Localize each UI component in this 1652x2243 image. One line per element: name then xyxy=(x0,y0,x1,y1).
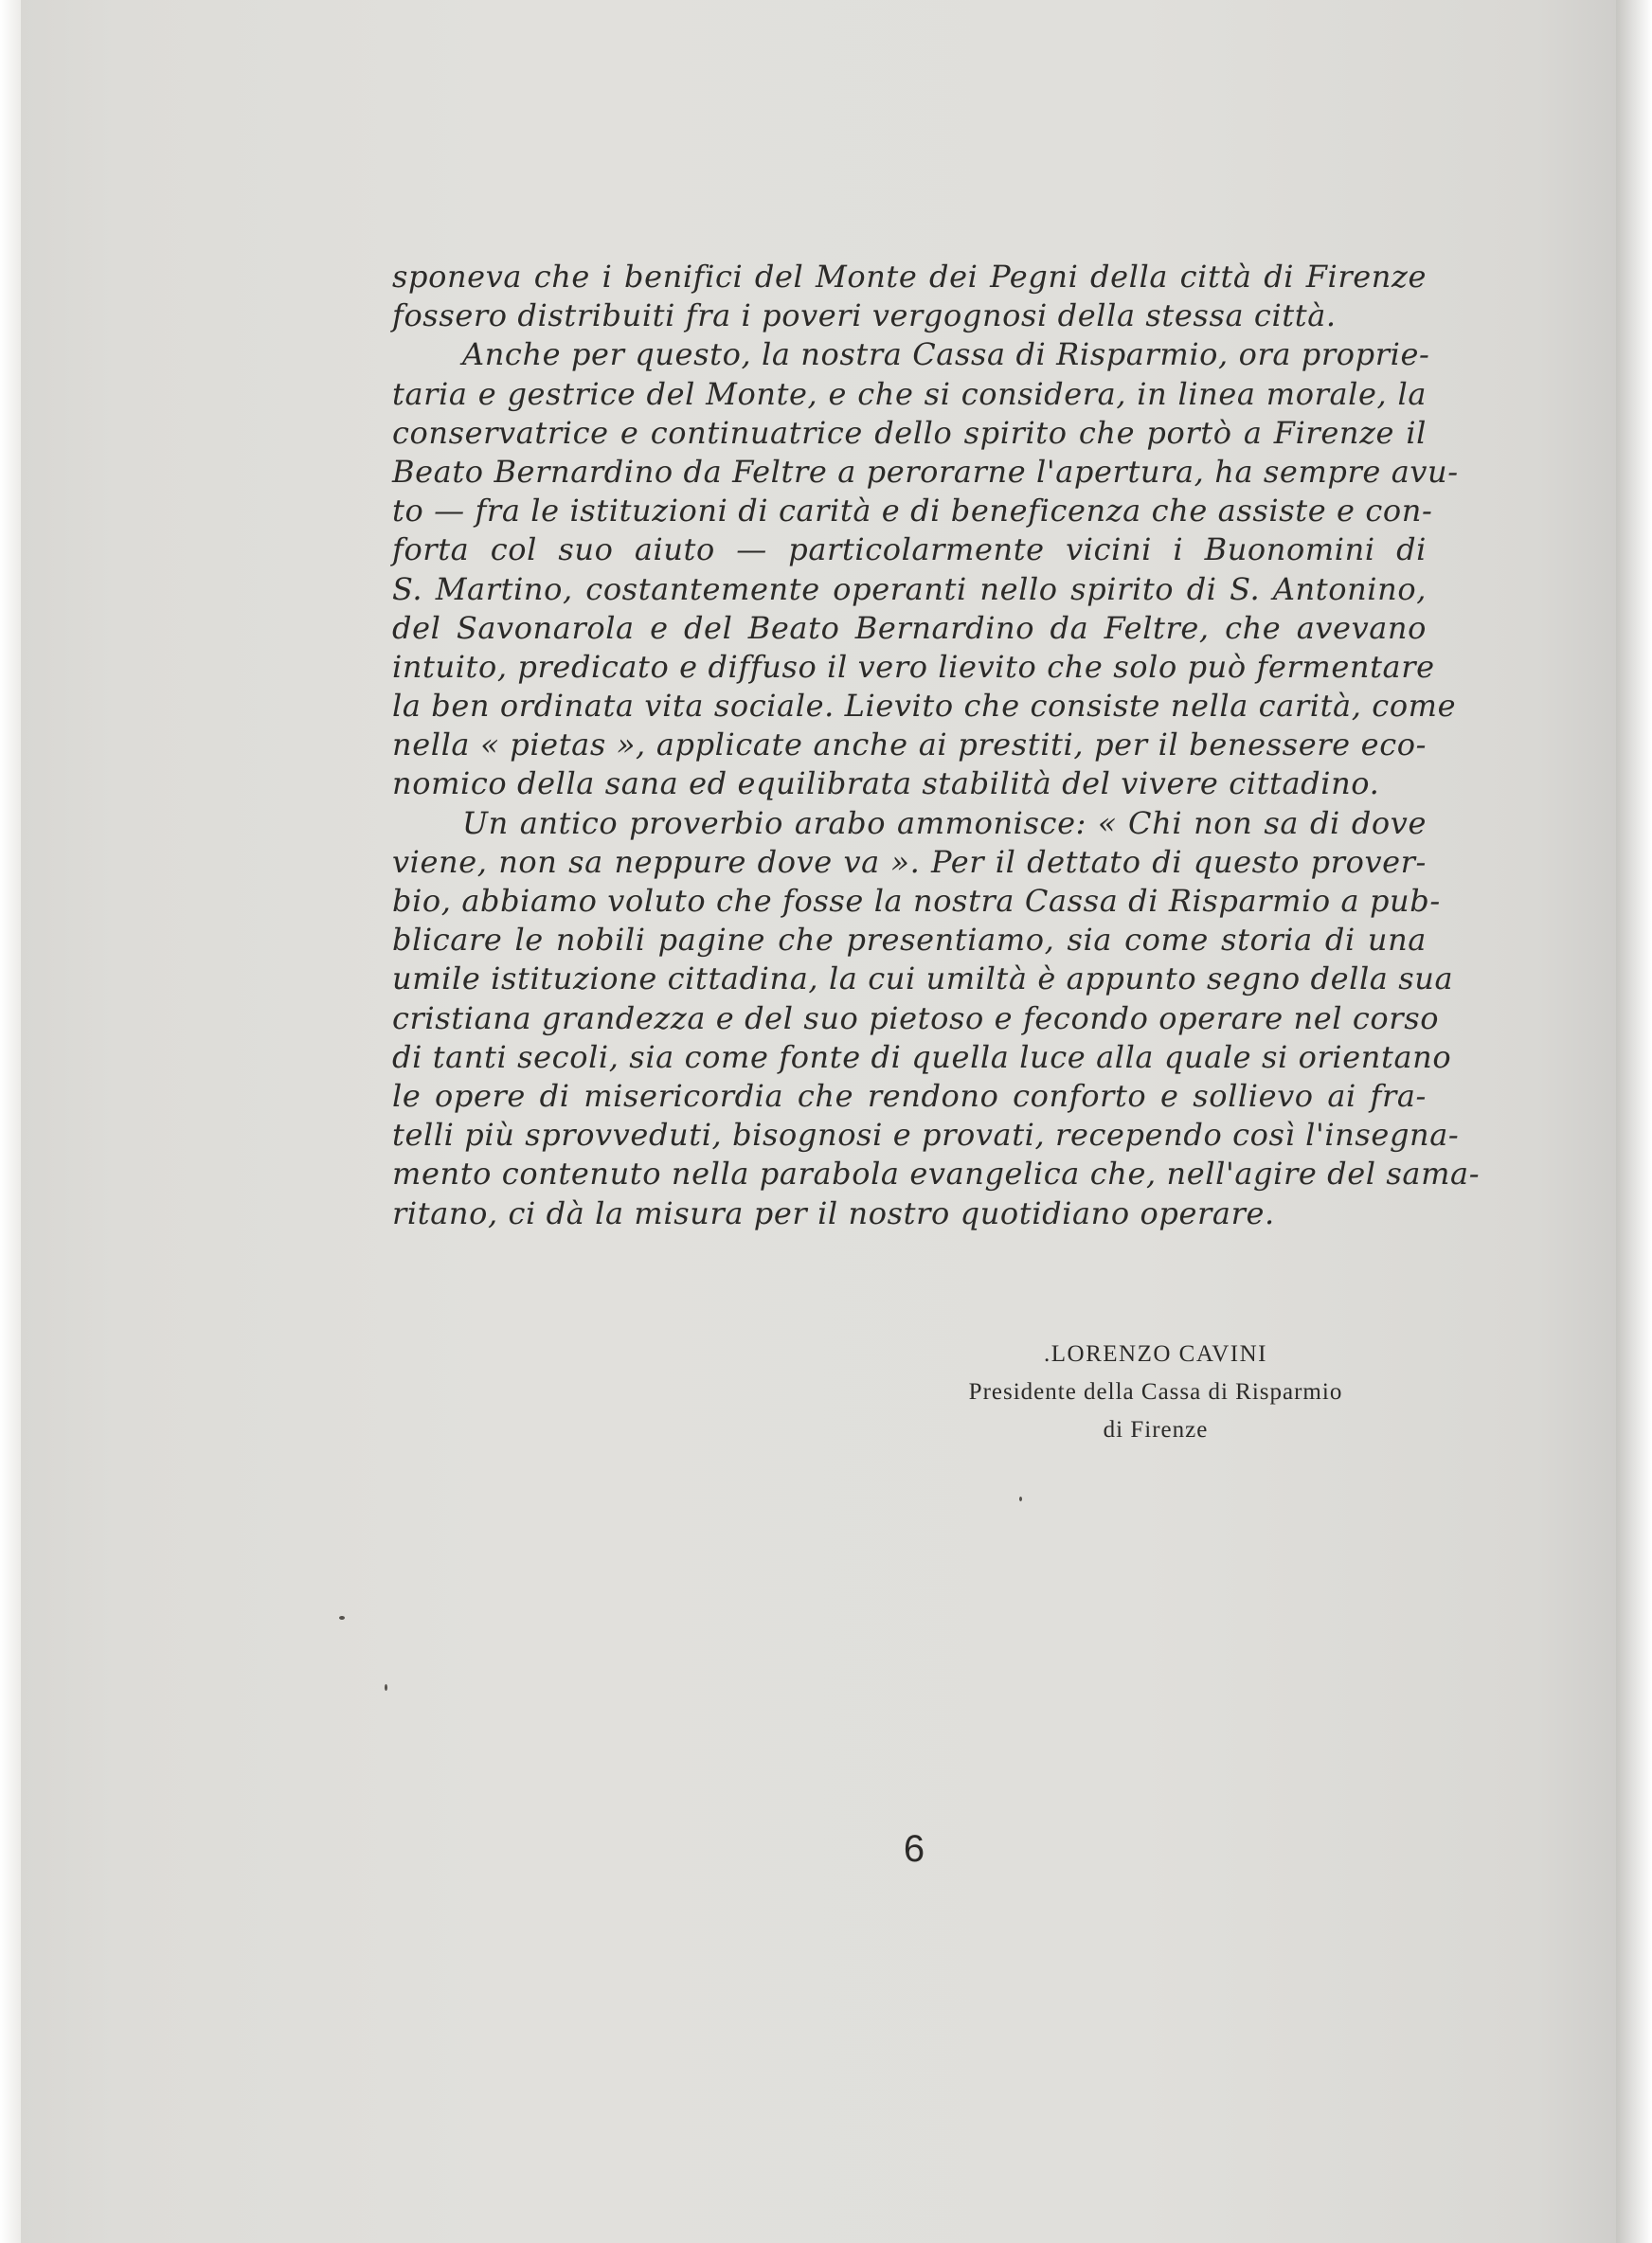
text-line: bio, abbiamo voluto che fosse la nostra Cassa di Risparmio a pub- xyxy=(392,883,1441,919)
signatory-role-city: di Firenze xyxy=(1103,1417,1209,1443)
paper-speck xyxy=(339,1616,345,1620)
text-line: viene, non sa neppure dove va ». Per il dettato di questo prover- xyxy=(392,843,1427,880)
text-line: Anche per questo, la nostra Cassa di Risparmio, ora proprie- xyxy=(462,336,1430,373)
text-line: telli più sprovveduti, bisognosi e provati, recependo così l'insegna- xyxy=(392,1117,1460,1154)
text-line: nomico della sana ed equilibrata stabilità del vivere cittadino. xyxy=(392,765,1380,802)
text-line: la ben ordinata vita sociale. Lievito che consiste nella carità, come xyxy=(392,688,1457,725)
signature-block xyxy=(890,1336,1421,1449)
text-line: S. Martino, costantemente operanti nello spirito di S. Antonino, xyxy=(392,570,1427,607)
page-right-edge xyxy=(1616,0,1652,2243)
text-line: taria e gestrice del Monte, e che si considera, in linea morale, la xyxy=(392,375,1427,412)
body-text xyxy=(392,258,1481,1233)
text-line: Beato Bernardino da Feltre a perorarne l'apertura, ha sempre avu- xyxy=(392,453,1459,490)
text-line: fossero distribuiti fra i poveri vergognosi della stessa città. xyxy=(392,297,1337,334)
text-line: del Savonarola e del Beato Bernardino da Feltre, che avevano xyxy=(392,609,1428,646)
signatory-role: Presidente della Cassa di Risparmio xyxy=(968,1379,1343,1405)
text-line: mento contenuto nella parabola evangelica che, nell'agire del sama- xyxy=(392,1156,1481,1193)
paper-speck xyxy=(1019,1497,1022,1501)
text-line: di tanti secoli, sia come fonte di quella luce alla quale si orientano xyxy=(392,1038,1452,1075)
text-line: conservatrice e continuatrice dello spirito che portò a Firenze il xyxy=(392,414,1427,451)
text-line: nella « pietas », applicate anche ai prestiti, per il benessere eco- xyxy=(392,727,1427,763)
paper-speck xyxy=(385,1684,387,1691)
text-line: Un antico proverbio arabo ammonisce: « Chi non sa di dove xyxy=(462,804,1427,841)
text-line: forta col suo aiuto — particolarmente vicini i Buonomini di xyxy=(392,531,1427,568)
page-left-shadow xyxy=(0,0,21,2243)
text-line: blicare le nobili pagine che presentiamo, sia come storia di una xyxy=(392,922,1427,959)
text-line: umile istituzione cittadina, la cui umiltà è appunto segno della sua xyxy=(392,960,1454,997)
text-line: cristiana grandezza e del suo pietoso e fecondo operare nel corso xyxy=(392,999,1440,1036)
text-line: intuito, predicato e diffuso il vero lievito che solo può fermentare xyxy=(392,648,1435,685)
page-number: 6 xyxy=(903,1828,925,1870)
text-line: le opere di misericordia che rendono conforto e sollievo ai fra- xyxy=(392,1077,1427,1114)
text-line: sponeva che i benifici del Monte dei Pegni della città di Firenze xyxy=(392,259,1427,295)
text-line: ritano, ci dà la misura per il nostro quotidiano operare. xyxy=(392,1194,1275,1231)
text-line: to — fra le istituzioni di carità e di beneficenza che assiste e con- xyxy=(392,493,1433,529)
signatory-name: .LORENZO CAVINI xyxy=(1044,1341,1267,1367)
